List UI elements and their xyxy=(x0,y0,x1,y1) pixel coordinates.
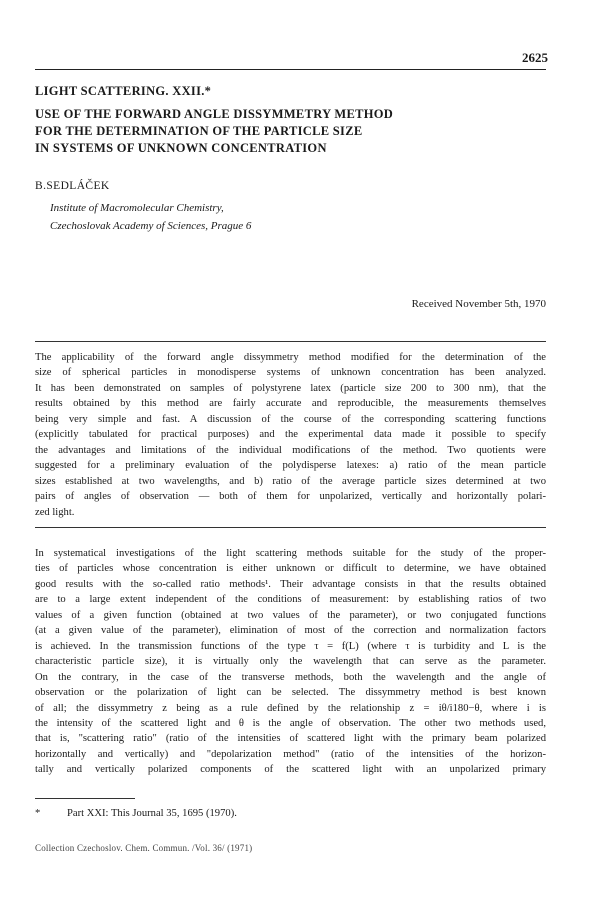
title-line: FOR THE DETERMINATION OF THE PARTICLE SIZE xyxy=(35,124,363,138)
body-line: the intensity of the scattered light and θ is the angle of observation. The other two methods used, xyxy=(35,717,546,729)
affiliation-line: Czechoslovak Academy of Sciences, Prague 6 xyxy=(50,220,252,232)
body-line: In systematical investigations of the light scattering methods suitable for the study of the proper- xyxy=(35,548,546,559)
body-line: values of a given function (obtained at two values of the parameter), or two conjugated functions xyxy=(35,609,546,621)
footnote xyxy=(35,808,237,819)
abstract-line: the advantages and limitations of the individual modifications of the method. Two quotients were xyxy=(35,444,546,456)
author-name: B.SEDLÁČEK xyxy=(35,180,110,192)
abstract-line: sizes established at two wavelengths, and b) ratio of the average particle sizes determined at two xyxy=(35,475,546,487)
body-line: is achieved. In the transmission functions of the type τ = f(L) (where τ is turbidity and L is the xyxy=(35,640,546,652)
header-rule xyxy=(35,69,546,70)
abstract-bottom-rule xyxy=(35,527,546,528)
body-line: tally and vertically polarized components of the scattered light with an unpolarized primary xyxy=(35,764,546,776)
article-title xyxy=(35,106,515,157)
abstract-line: (explicitly tabulated for practical purposes) and the experimental data made it possible to specify xyxy=(35,429,546,441)
abstract-line: pairs of angles of observation — both of them for unpolarized, vertically and horizontally polari- xyxy=(35,491,546,503)
body-line: horizontally and vertically) and "depolarization method" (ratio of the intensities of the horizon- xyxy=(35,748,546,760)
abstract-line: being very simple and fast. A discussion of the course of the corresponding scattering functions xyxy=(35,413,546,425)
abstract-line: results obtained by this method are fairly accurate and reproducible, the measurements themselves xyxy=(35,398,546,410)
body-line: good results with the so-called ratio methods¹. Their advantage consists in that the results obtained xyxy=(35,578,546,590)
abstract-line: The applicability of the forward angle dissymmetry method modified for the determination of the xyxy=(35,352,546,363)
page-number: 2625 xyxy=(522,50,548,65)
abstract-line: suggested for a preliminary evaluation of the polydisperse latexes: a) ratio of the mean particle xyxy=(35,460,546,472)
body-line: characteristic particle size), it is virtually only the wavelength that can serve as the parameter. xyxy=(35,656,546,668)
abstract-top-rule xyxy=(35,341,546,342)
series-title: LIGHT SCATTERING. XXII.* xyxy=(35,84,212,98)
abstract xyxy=(35,350,546,520)
title-line: USE OF THE FORWARD ANGLE DISSYMMETRY METHOD xyxy=(35,107,394,121)
body-line: are to a large extent independent of the conditions of measurement: by establishing ratios of two xyxy=(35,594,546,606)
footnote-text: Part XXI: This Journal 35, 1695 (1970). xyxy=(67,808,237,819)
body-line: observation or the polarization of light can be selected. The dissymmetry method is best known xyxy=(35,687,546,699)
abstract-line: size of spherical particles in monodisperse systems of unknown concentration has been analyzed. xyxy=(35,367,546,379)
footnote-mark: * xyxy=(35,808,41,819)
affiliation xyxy=(50,199,251,235)
abstract-line: zed light. xyxy=(35,506,75,518)
body-line: On the contrary, in the case of the transverse methods, both the wavelength and the angle of xyxy=(35,671,546,683)
received-date: Received November 5th, 1970 xyxy=(411,298,546,310)
body-line: of all; the dissymmetry z being as a rule defined by the relationship z = iθ/i180−θ, where i is xyxy=(35,702,546,714)
affiliation-line: Institute of Macromolecular Chemistry, xyxy=(50,202,224,214)
abstract-line: It has been demonstrated on samples of polystyrene latex (particle size 200 to 300 nm), that the xyxy=(35,382,546,394)
body-line: that is, "scattering ratio" (ratio of the intensities of scattered light with the primary beam polarized xyxy=(35,733,546,745)
footnote-rule xyxy=(35,798,135,799)
body-line: ties of particles whose concentration is either unknown or difficult to determine, we have obtained xyxy=(35,563,546,575)
journal-footer: Collection Czechoslov. Chem. Commun. /Vol. 36/ (1971) xyxy=(35,843,253,853)
title-line: IN SYSTEMS OF UNKNOWN CONCENTRATION xyxy=(35,141,327,155)
body-text xyxy=(35,546,546,778)
body-line: (at a given value of the parameter), elimination of most of the correction and normalization factors xyxy=(35,625,546,637)
